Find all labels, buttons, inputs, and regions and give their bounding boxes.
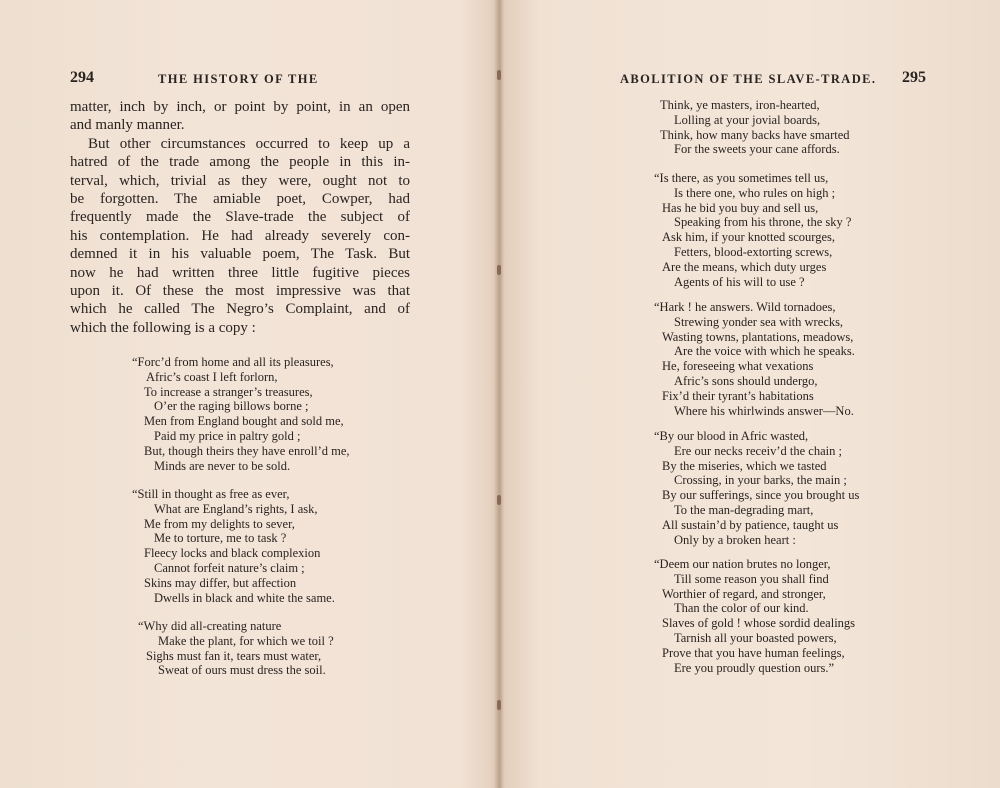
verse-line: Are the voice with which he speaks.	[674, 344, 855, 359]
verse-line: Think, ye masters, iron-hearted,	[660, 98, 820, 112]
prose-line: terval, which, trivial as they were, ought not to	[70, 172, 410, 189]
verse-line: To the man-degrading mart,	[674, 502, 814, 517]
right-page	[504, 0, 1000, 788]
prose-line: But other circumstances occurred to keep up a	[88, 135, 410, 152]
verse-line: He, foreseeing what vexations	[662, 359, 814, 374]
verse-line: Speaking from his throne, the sky ?	[674, 215, 852, 230]
verse-line: Slaves of gold ! whose sordid dealings	[662, 616, 856, 631]
verse-line: Minds are never to be sold.	[154, 458, 291, 473]
left-page	[0, 0, 494, 788]
page-number: 295	[902, 69, 926, 86]
verse-line: Till some reason you shall find	[674, 571, 829, 586]
prose-line: which he called The Negro’s Complaint, and of	[70, 301, 410, 318]
verse-line: Tarnish all your boasted powers,	[674, 630, 837, 645]
verse-line: O’er the raging billows borne ;	[154, 399, 309, 414]
verse-line: Ere you proudly question ours.”	[674, 660, 835, 675]
verse-line: Cannot forfeit nature’s claim ;	[154, 560, 305, 575]
page-number: 294	[70, 69, 94, 86]
prose-line: hatred of the trade among the people in this in-	[70, 154, 410, 171]
poem-stanza	[654, 300, 855, 418]
verse-line: “Is there, as you sometimes tell us,	[654, 171, 829, 185]
prose-line: demned it in his valuable poem, The Task. But	[70, 246, 410, 263]
verse-line: Only by a broken heart :	[674, 532, 796, 547]
poem-stanza	[132, 487, 335, 605]
prose-line: upon it. Of these the most impressive was that	[70, 283, 410, 300]
running-head: ABOLITION OF THE SLAVE-TRADE.	[620, 72, 877, 86]
verse-line: Fleecy locks and black complexion	[144, 546, 321, 561]
verse-line: All sustain’d by patience, taught us	[662, 517, 839, 532]
verse-line: Prove that you have human feelings,	[662, 645, 845, 660]
book-gutter	[494, 0, 504, 788]
verse-line: Afric’s coast I left forlorn,	[146, 369, 278, 384]
poem-stanza	[654, 429, 859, 547]
verse-line: Is there one, who rules on high ;	[674, 185, 836, 200]
verse-line: What are England’s rights, I ask,	[154, 501, 318, 516]
verse-line: “Why did all-creating nature	[138, 619, 282, 633]
verse-line: Sweat of ours must dress the soil.	[158, 663, 326, 678]
verse-line: Has he bid you buy and sell us,	[662, 200, 819, 215]
verse-line: “Hark ! he answers. Wild tornadoes,	[654, 300, 836, 314]
verse-line: But, though theirs they have enroll’d me,	[144, 443, 350, 458]
verse-line: Ere our necks receiv’d the chain ;	[674, 443, 842, 458]
verse-line: Fetters, blood-extorting screws,	[674, 244, 833, 259]
poem-stanza	[138, 619, 334, 678]
verse-line: Think, how many backs have smarted	[660, 127, 850, 142]
verse-line: Afric’s sons should undergo,	[674, 373, 818, 388]
verse-line: Than the color of our kind.	[674, 601, 809, 616]
verse-line: Worthier of regard, and stronger,	[662, 586, 826, 601]
verse-line: Ask him, if your knotted scourges,	[662, 230, 836, 245]
verse-line: Dwells in black and white the same.	[154, 590, 335, 605]
verse-line: “Deem our nation brutes no longer,	[654, 557, 831, 571]
verse-line: Lolling at your jovial boards,	[674, 112, 821, 127]
prose-line: and manly manner.	[70, 117, 185, 134]
verse-line: Strewing yonder sea with wrecks,	[674, 314, 844, 329]
prose-line: which the following is a copy :	[70, 319, 256, 336]
verse-line: For the sweets your cane affords.	[674, 142, 840, 157]
poem-stanza	[660, 98, 850, 157]
verse-line: Paid my price in paltry gold ;	[154, 428, 301, 443]
verse-line: By our sufferings, since you brought us	[662, 488, 860, 503]
prose-line: now he had written three little fugitive pieces	[70, 264, 410, 281]
verse-line: Wasting towns, plantations, meadows,	[662, 329, 854, 344]
poem-stanza	[654, 557, 855, 675]
prose-line: matter, inch by inch, or point by point, in an open	[70, 99, 410, 115]
verse-line: Make the plant, for which we toil ?	[158, 633, 334, 648]
verse-line: Are the means, which duty urges	[662, 259, 827, 274]
verse-line: To increase a stranger’s treasures,	[144, 384, 313, 399]
verse-line: “By our blood in Afric wasted,	[654, 429, 809, 443]
verse-line: Sighs must fan it, tears must water,	[146, 648, 322, 663]
prose-line: be forgotten. The amiable poet, Cowper, had	[70, 191, 410, 208]
binding-stitch	[497, 700, 501, 710]
prose-line: his contemplation. He had already severely con-	[70, 227, 410, 244]
verse-line: Where his whirlwinds answer—No.	[674, 403, 854, 418]
binding-stitch	[497, 495, 501, 505]
verse-line: Men from England bought and sold me,	[144, 414, 344, 429]
verse-line: Me to torture, me to task ?	[154, 531, 287, 546]
verse-line: Crossing, in your barks, the main ;	[674, 473, 847, 488]
binding-stitch	[497, 70, 501, 80]
poem-stanza	[654, 171, 851, 289]
verse-line: Agents of his will to use ?	[674, 274, 805, 289]
verse-line: Me from my delights to sever,	[144, 516, 295, 531]
binding-stitch	[497, 265, 501, 275]
running-head: THE HISTORY OF THE	[158, 72, 319, 86]
verse-line: Fix’d their tyrant’s habitations	[662, 388, 814, 403]
poem-stanza	[132, 355, 350, 473]
verse-line: “Forc’d from home and all its pleasures,	[132, 355, 334, 369]
verse-line: “Still in thought as free as ever,	[132, 487, 290, 501]
prose-block	[70, 98, 410, 337]
verse-line: Skins may differ, but affection	[144, 575, 297, 590]
prose-line: frequently made the Slave-trade the subject of	[70, 209, 410, 226]
verse-line: By the miseries, which we tasted	[662, 458, 827, 473]
